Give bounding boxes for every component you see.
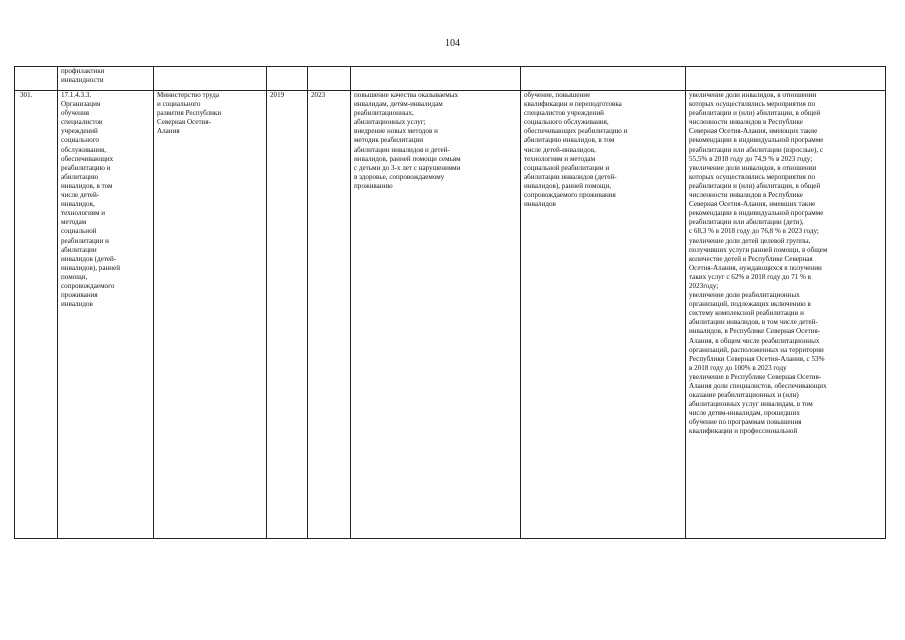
row-number: 301. [15, 91, 58, 539]
year-end: 2023 [308, 91, 351, 539]
measure-content: обучение, повышение квалификации и переподготовка специалистов учреждений социального обслуживания, обеспечивающих реабилитацию и абилитацию инвалидов, в том числе детей-инвалидов, технологиям и методам социальной реабилитации и абилитации инвалидов (детей- инвалидов), ранней помощи, сопровождаемого проживания инвалидов [521, 91, 686, 539]
result-item: увеличение доли инвалидов, в отношении которых осуществлялись мероприятия по реабилитации и (или) абилитации, в общей численности инвалидов в Республике Северная Осетия-Алания, имевших такие рекомендации в индивидуальной программе реабилитации или абилитации (дети), с 68,3 % в 2018 году до 76,8 % в 2023 году; [689, 163, 824, 236]
table-row [15, 91, 886, 539]
result-item: увеличение доли реабилитационных организаций, подлежащих включению в систему комплексной реабилитации и абилитации инвалидов, в том числе детей- инвалидов, в Республике Северная Осетия- Алания, в общем числе реабилитационных организаций, расположенных на территории Республики Северная Осетия-Алания, с 53% в 2018 году до 100% в 2023 году [689, 291, 825, 372]
cont-outcome-cell [351, 67, 521, 91]
result-item: увеличение доли инвалидов, в отношении которых осуществлялись мероприятия по реабилитации и (или) абилитации, в общей численности инвалидов в Республике Северная Осетия-Алания, имеющих такие рекомендации в индивидуальной программе реабилитации или абилитации (взрослые), с 55,5% в 2018 году до 74,9 % в 2023 году; [689, 91, 824, 163]
cont-number-cell [15, 67, 58, 91]
cont-executor-cell [154, 67, 267, 91]
page-number: 104 [445, 38, 460, 49]
continuation-row [15, 67, 886, 91]
cont-results-cell [686, 67, 886, 91]
measure-name: 17.1.4.3.3. Организация обучения специалистов учреждений социального обслуживания, обеспечивающих реабилитацию и абилитацию инвалидов, в том числе детей- инвалидов, технологиям и методам социальной реабилитации и абилитации инвалидов (детей- инвалидов), ранней помощи, сопровождаемого проживания инвалидов [58, 91, 154, 539]
cont-content-cell [521, 67, 686, 91]
expected-outcome: повышение качества оказываемых инвалидам, детям-инвалидам реабилитационных, абилитационных услуг; внедрение новых методов и методик реабилитации абилитации инвалидов и детей- инвалидов, ранней помощи семьям с детьми до 3-х лет с нарушениями в здоровье, сопровождаемому проживанию [351, 91, 521, 539]
result-item: увеличение в Республике Северная Осетия- Алания доли специалистов, обеспечивающих оказание реабилитационных и (или) абилитационных услуг инвалидам, в том числе детям-инвалидам, прошедших обучение по программам повышения квалификации и профессиональной [689, 372, 827, 436]
cont-name-cell: профилактики инвалидности [58, 67, 154, 91]
year-start: 2019 [267, 91, 308, 539]
executor: Министерство труда и социального развития Республики Северная Осетия- Алания [154, 91, 267, 539]
results-cell [686, 91, 886, 539]
cont-year-start-cell [267, 67, 308, 91]
cont-year-end-cell [308, 67, 351, 91]
result-item: увеличение доли детей целевой группы, получивших услуги ранней помощи, в общем количестве детей в Республике Северная Осетия-Алания, нуждающихся в получении таких услуг с 62% в 2018 году до 71 % в 2023году; [689, 236, 828, 290]
measures-table [14, 66, 886, 539]
